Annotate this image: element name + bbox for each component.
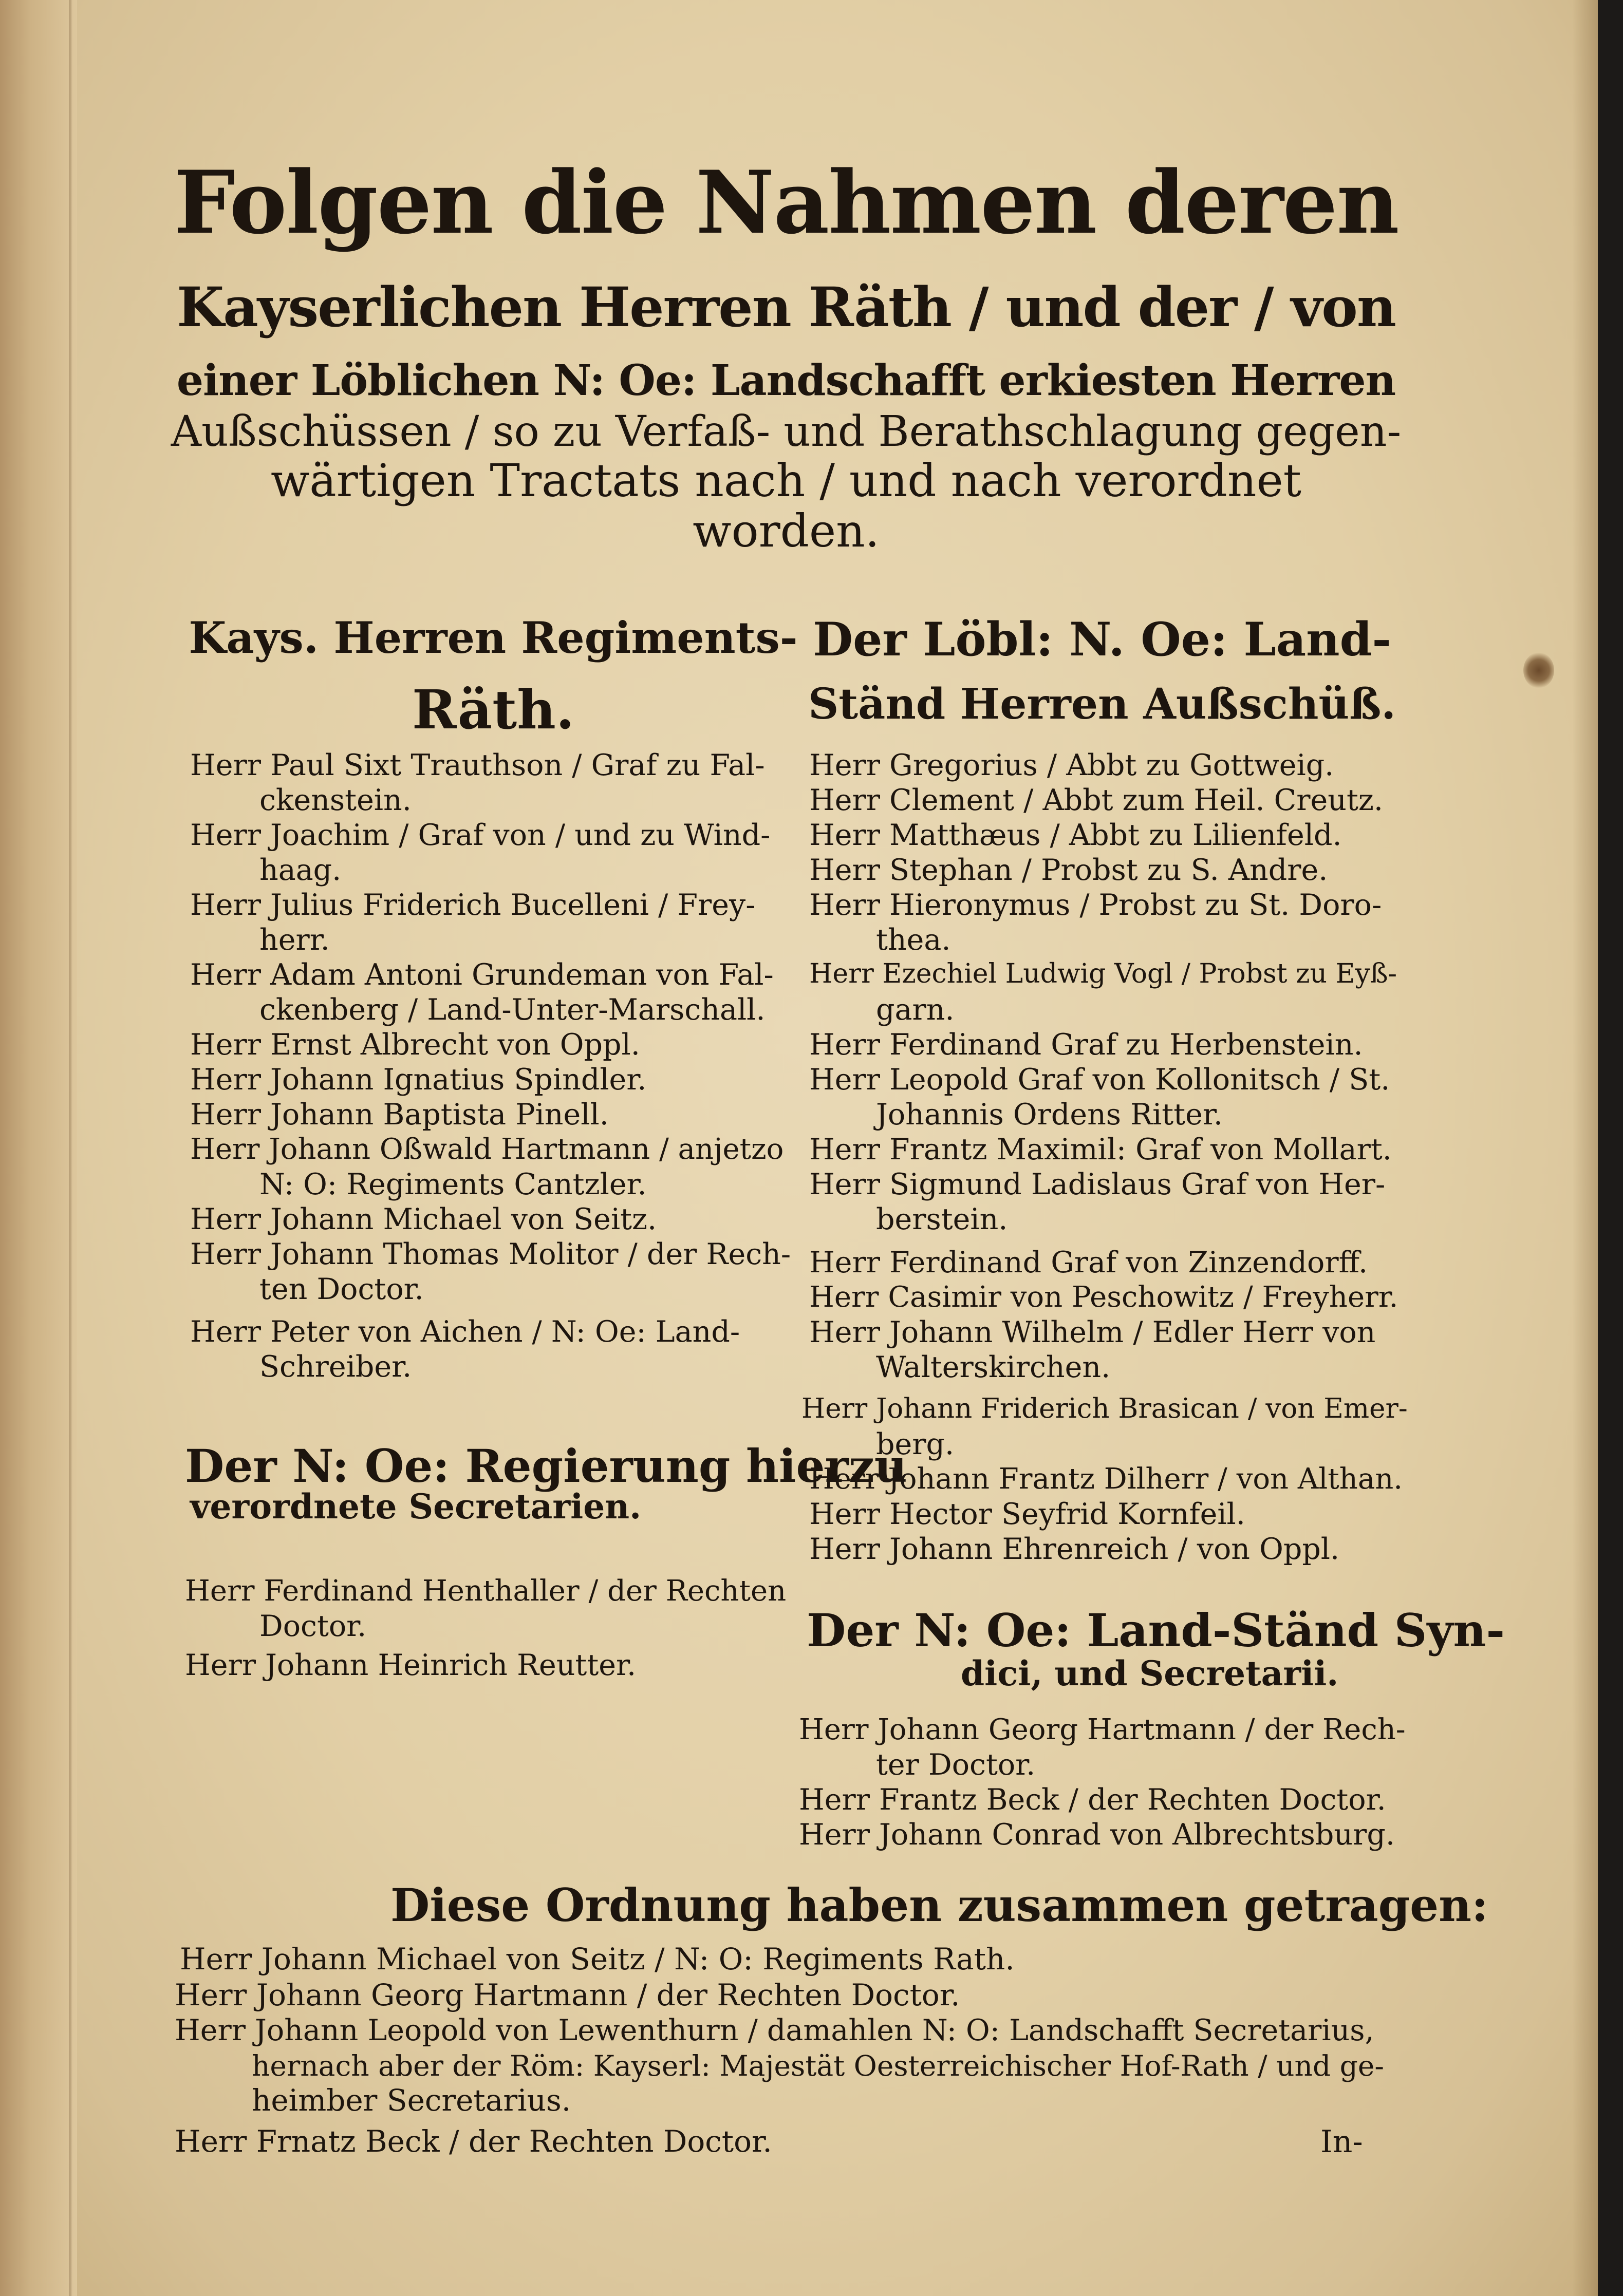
left-subline: Herr Ferdinand Henthaller / der Rechten (185, 1574, 787, 1608)
right-subline: Herr Johann Georg Hartmann / der Rech- (799, 1713, 1406, 1746)
left-line: herr. (259, 923, 330, 957)
right-line: Herr Sigmund Ladislaus Graf von Her- (809, 1168, 1386, 1201)
left-line: Herr Paul Sixt Trauthson / Graf zu Fal- (190, 748, 765, 782)
right-line: Johannis Ordens Ritter. (876, 1098, 1223, 1132)
right-line: Herr Johann Friderich Brasican / von Emer- (801, 1393, 1408, 1424)
right-line: thea. (876, 923, 951, 957)
left-line: Herr Peter von Aichen / N: Oe: Land- (190, 1315, 740, 1349)
right-line: Herr Johann Wilhelm / Edler Herr von (809, 1315, 1376, 1349)
right-subheading-1: Der N: Oe: Land-Ständ Syn- (807, 1604, 1505, 1657)
left-line: Herr Adam Antoni Grundeman von Fal- (190, 958, 774, 992)
right-subheading-2: dici, und Secretarii. (961, 1653, 1339, 1693)
left-line: ten Doctor. (259, 1272, 424, 1306)
title-line-6: worden. (693, 504, 880, 557)
left-line: Herr Ernst Albrecht von Oppl. (190, 1028, 640, 1062)
right-line: Walterskirchen. (876, 1350, 1111, 1384)
right-line: Herr Stephan / Probst zu S. Andre. (809, 853, 1328, 887)
bottom-line: Herr Johann Georg Hartmann / der Rechten Doctor. (175, 1978, 960, 2012)
catchword: In- (1320, 2124, 1363, 2160)
left-line: Herr Joachim / Graf von / und zu Wind- (190, 818, 771, 852)
right-line: Herr Johann Frantz Dilherr / von Althan. (809, 1462, 1403, 1496)
right-subline: ter Doctor. (876, 1748, 1036, 1782)
left-line: ckenstein. (259, 783, 412, 817)
bottom-heading: Diese Ordnung haben zusammen getragen: (390, 1878, 1488, 1932)
left-line: haag. (259, 853, 342, 887)
left-line: Herr Johann Ignatius Spindler. (190, 1063, 647, 1097)
left-line: N: O: Regiments Cantzler. (259, 1168, 647, 1201)
left-line: Herr Johann Oßwald Hartmann / anjetzo (190, 1133, 784, 1166)
right-line: Herr Ezechiel Ludwig Vogl / Probst zu Eyß- (809, 958, 1397, 989)
title-line-2: Kayserlichen Herren Räth / und der / von (177, 275, 1395, 339)
right-line: Herr Clement / Abbt zum Heil. Creutz. (809, 783, 1384, 817)
right-line: berg. (876, 1427, 955, 1461)
right-heading-2: Ständ Herren Außschüß. (808, 680, 1396, 729)
left-line: Schreiber. (259, 1350, 412, 1384)
left-line: Herr Johann Michael von Seitz. (190, 1202, 657, 1236)
right-line: Herr Hieronymus / Probst zu St. Doro- (809, 888, 1382, 922)
right-line: Herr Matthæus / Abbt zu Lilienfeld. (809, 818, 1342, 852)
left-subline: Herr Johann Heinrich Reutter. (185, 1648, 637, 1682)
right-line: Herr Johann Ehrenreich / von Oppl. (809, 1532, 1340, 1566)
left-line: Herr Johann Baptista Pinell. (190, 1098, 609, 1132)
bottom-line: Herr Johann Michael von Seitz / N: O: Regiments Rath. (180, 1942, 1015, 1977)
left-heading-2: Räth. (412, 678, 575, 741)
right-line: Herr Leopold Graf von Kollonitsch / St. (809, 1063, 1390, 1097)
bottom-line: hernach aber der Röm: Kayserl: Majestät Oesterreichischer Hof-Rath / und ge- (252, 2049, 1385, 2082)
book-gutter (0, 0, 77, 2296)
page-edge (1572, 0, 1598, 2296)
right-heading-1: Der Löbl: N. Oe: Land- (813, 612, 1391, 667)
left-line: ckenberg / Land-Unter-Marschall. (259, 993, 766, 1027)
right-line: Herr Ferdinand Graf zu Herbenstein. (809, 1028, 1363, 1062)
ink-stain (1523, 652, 1554, 688)
bottom-line: heimber Secretarius. (252, 2083, 571, 2118)
right-line: Herr Casimir von Peschowitz / Freyherr. (809, 1281, 1398, 1314)
left-subheading-2: verordnete Secretarien. (190, 1486, 642, 1527)
bottom-line: Herr Johann Leopold von Lewenthurn / damahlen N: O: Landschafft Secretarius, (175, 2013, 1374, 2047)
title-line-5: wärtigen Tractats nach / und nach verordnet (270, 454, 1302, 507)
left-line: Herr Johann Thomas Molitor / der Rech- (190, 1237, 791, 1271)
right-line: berstein. (876, 1202, 1008, 1236)
gutter-shadow (69, 0, 72, 2296)
bottom-line: Herr Frnatz Beck / der Rechten Doctor. (175, 2124, 772, 2159)
left-subline: Doctor. (259, 1609, 367, 1643)
right-subline: Herr Johann Conrad von Albrechtsburg. (799, 1818, 1395, 1852)
right-line: Herr Frantz Maximil: Graf von Mollart. (809, 1133, 1392, 1166)
right-line: Herr Ferdinand Graf von Zinzendorff. (809, 1246, 1368, 1279)
right-subline: Herr Frantz Beck / der Rechten Doctor. (799, 1783, 1386, 1817)
title-line-3: einer Löblichen N: Oe: Landschafft erkiesten Herren (176, 356, 1396, 405)
title-line-1: Folgen die Nahmen deren (174, 152, 1398, 253)
title-line-4: Außschüssen / so zu Verfaß- und Berathschlagung gegen- (171, 407, 1402, 456)
right-line: Herr Gregorius / Abbt zu Gottweig. (809, 748, 1334, 782)
left-subheading-1: Der N: Oe: Regierung hierzu (185, 1439, 907, 1493)
right-line: garn. (876, 993, 955, 1027)
left-heading-1: Kays. Herren Regiments- (189, 612, 798, 663)
right-line: Herr Hector Seyfrid Kornfeil. (809, 1497, 1245, 1531)
left-line: Herr Julius Friderich Bucelleni / Frey- (190, 888, 756, 922)
